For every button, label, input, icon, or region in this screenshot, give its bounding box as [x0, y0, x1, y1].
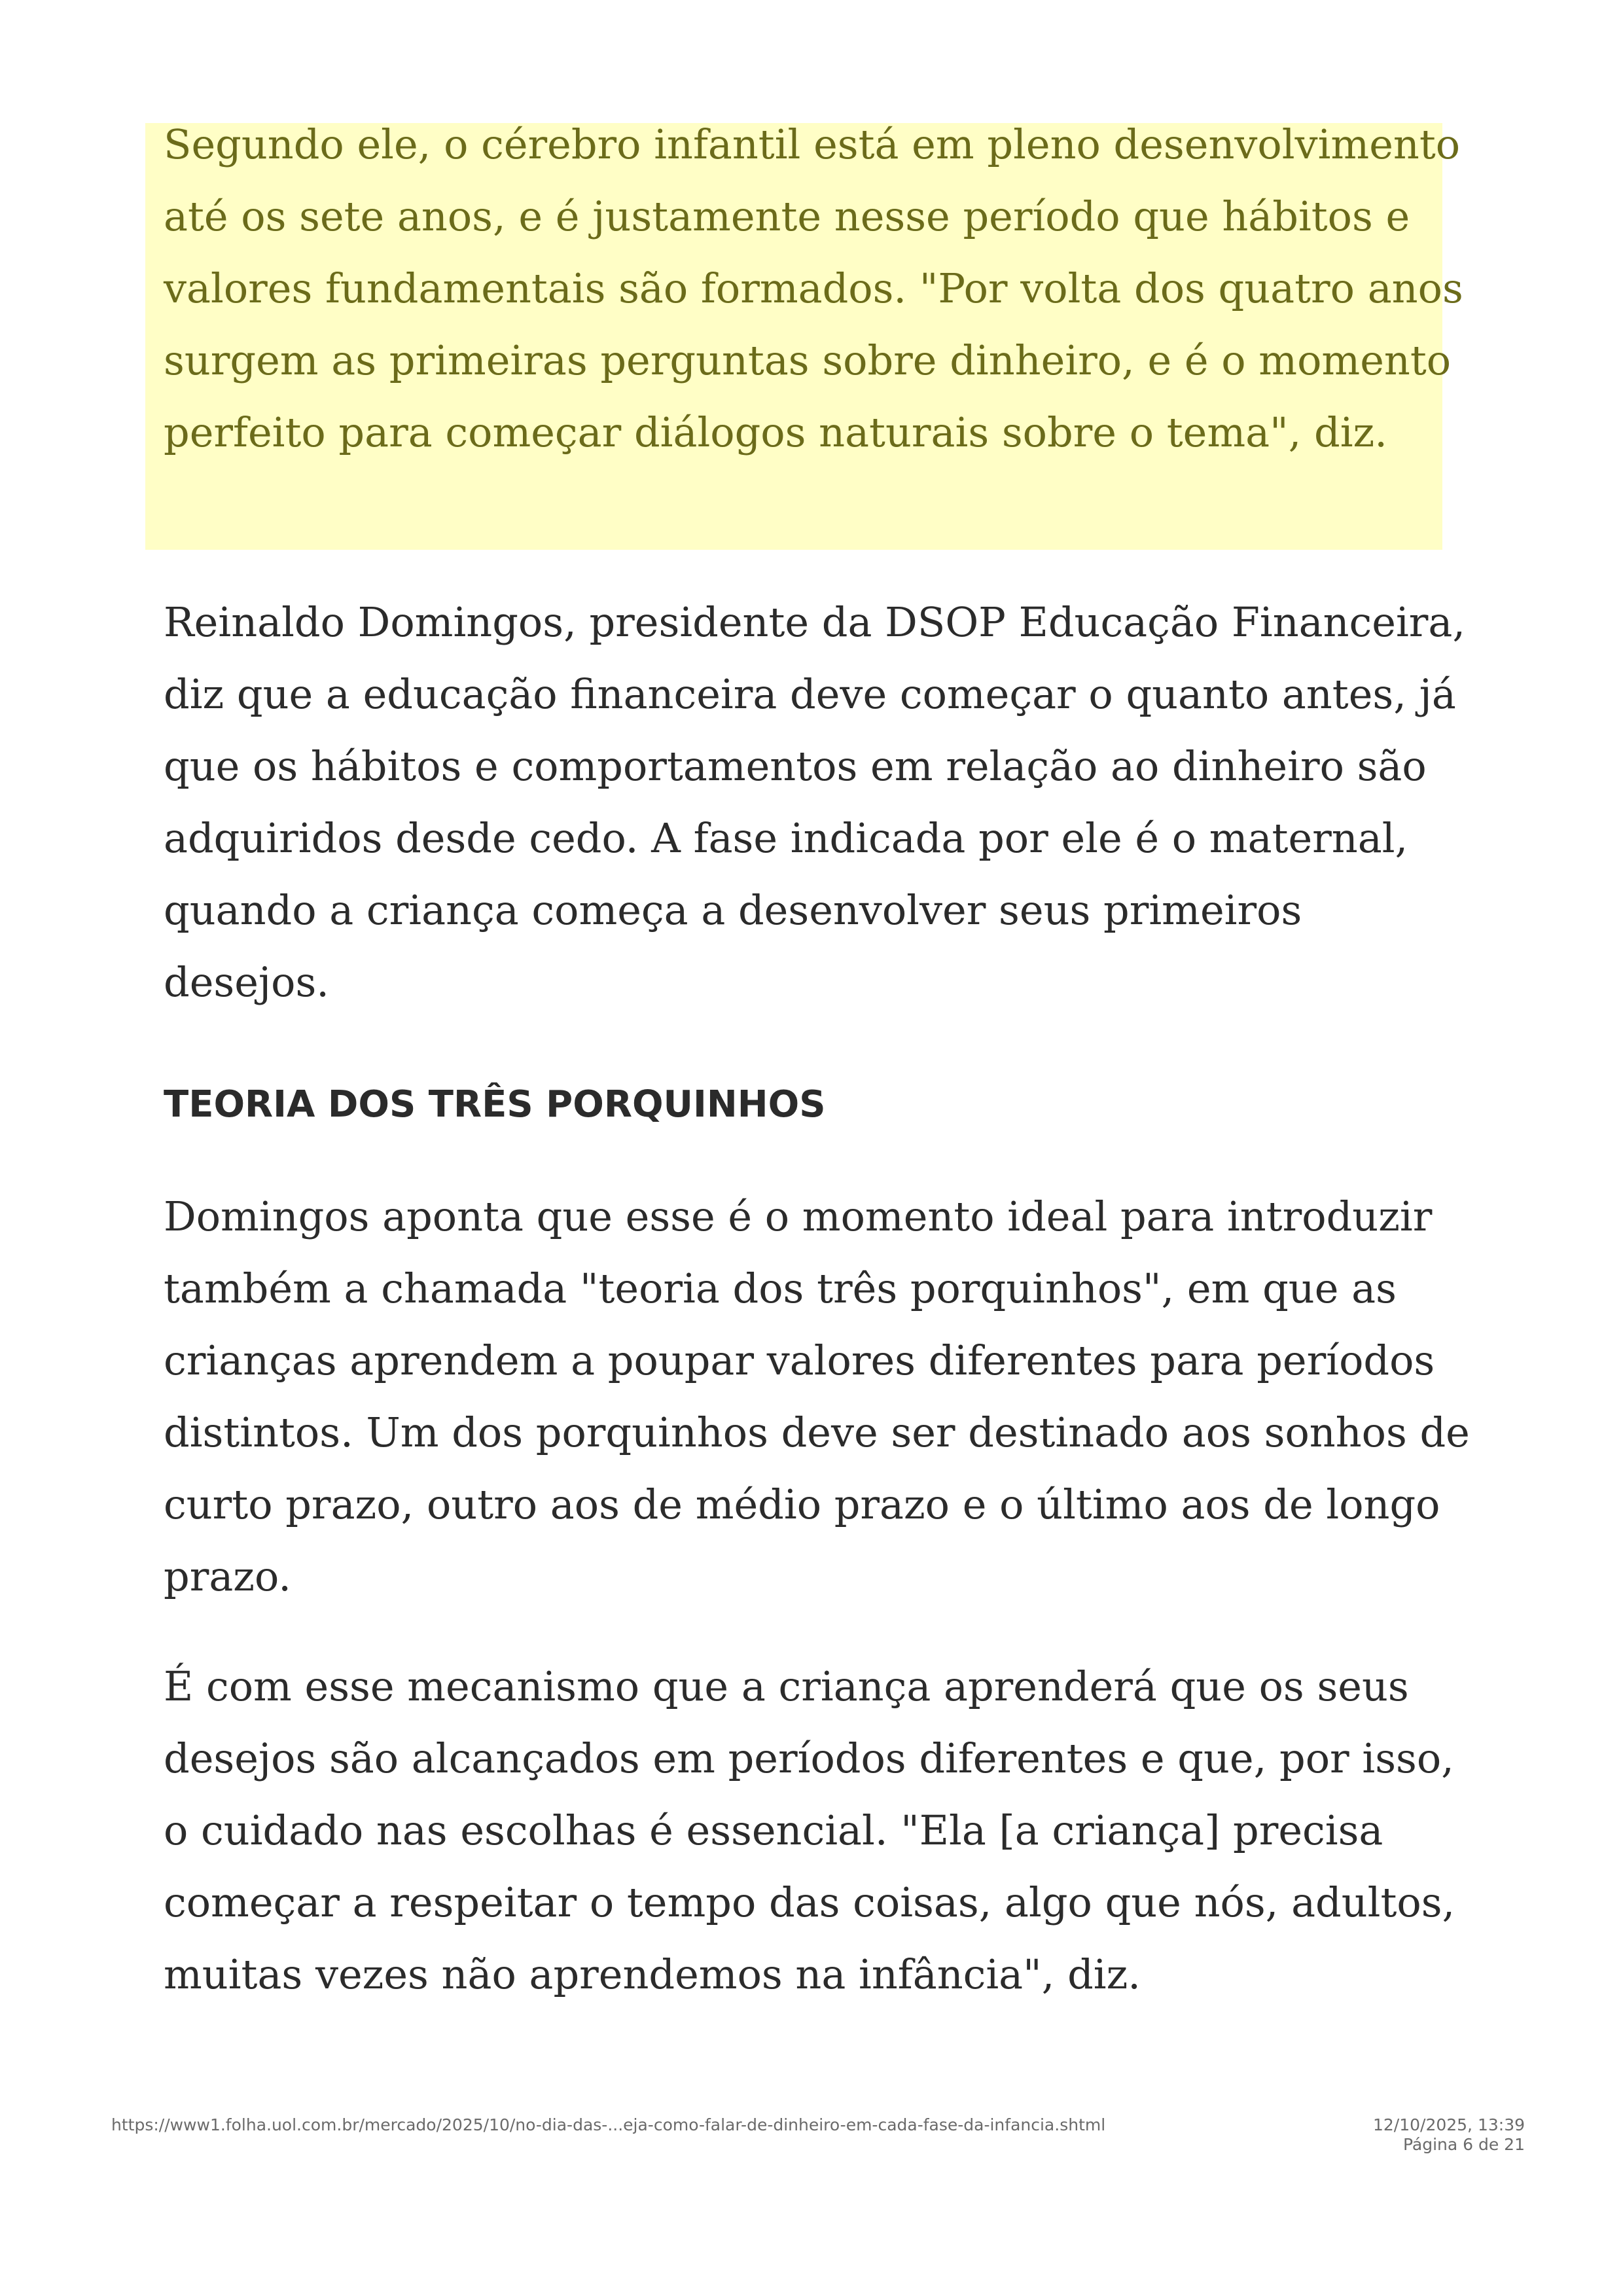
footer-source-url: https://www1.folha.uol.com.br/mercado/2025/10/no-dia-das-...eja-como-falar-de-dinheiro-em-cada-fase-da-infancia.shtml	[111, 2115, 1106, 2134]
paragraph-three-piggies: Domingos aponta que esse é o momento ideal para introduzir também a chamada "teoria dos três porquinhos", em que as crianças aprendem a poupar valores diferentes para períodos distintos. Um dos porquinhos deve ser destinado aos sonhos de curto prazo, outro aos de médio prazo e o último aos de longo prazo.	[164, 1193, 1470, 1600]
paragraph-mechanism: É com esse mecanismo que a criança aprenderá que os seus desejos são alcançados em períodos diferentes e que, por isso, o cuidado nas escolhas é essencial. "Ela [a criança] precisa começar a respeitar o tempo das coisas, algo que nós, adultos, muitas vezes não aprendemos na infância", diz.	[164, 1662, 1455, 1998]
footer-page-number: Página 6 de 21	[1402, 2135, 1525, 2154]
highlighted-paragraph: Segundo ele, o cérebro infantil está em pleno desenvolvimento até os sete anos, e é justamente nesse período que hábitos e valores fundamentais são formados. "Por volta dos quatro anos surgem as primeiras perguntas sobre dinheiro, e é o momento perfeito para começar diálogos naturais sobre o tema", diz.	[164, 120, 1463, 456]
section-heading: TEORIA DOS TRÊS PORQUINHOS	[164, 1083, 826, 1126]
paragraph-domingos-intro: Reinaldo Domingos, presidente da DSOP Educação Financeira, diz que a educação financeira deve começar o quanto antes, já que os hábitos e comportamentos em relação ao dinheiro são adquiridos desde cedo. A fase indicada por ele é o maternal, quando a criança começa a desenvolver seus primeiros desejos.	[164, 598, 1466, 1006]
footer-datetime: 12/10/2025, 13:39	[1372, 2115, 1525, 2134]
footer-meta	[1373, 2115, 1525, 2155]
